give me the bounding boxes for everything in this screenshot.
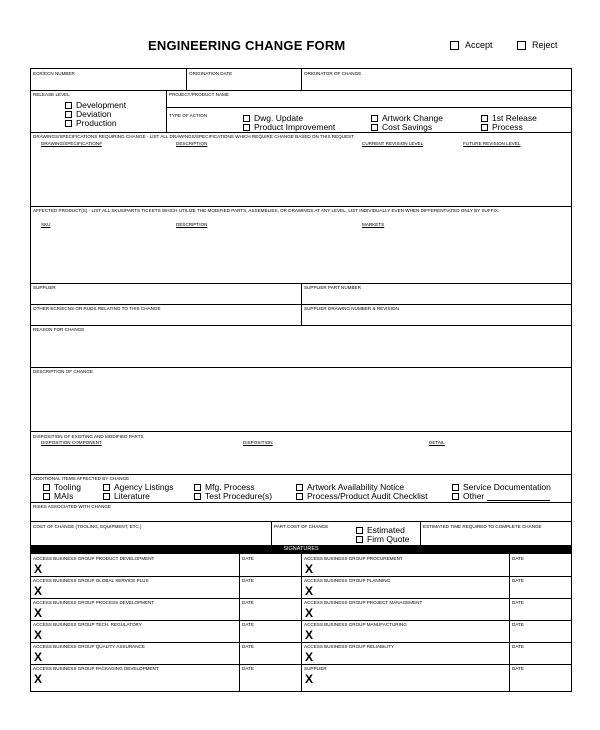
action-product-improvement[interactable] — [243, 123, 335, 132]
sig-mark[interactable]: X — [34, 672, 43, 686]
disposition-col: DISPOSITION — [243, 440, 273, 445]
sig-mark[interactable]: X — [305, 650, 314, 664]
sig-date: DATE — [512, 622, 524, 627]
drawings-label: DRAWINGS/SPECIFICATIONS REQUIRING CHANGE - LIST ALL DRAWINGS/SPECIFICATIONS WHICH REQUIRE CHANGE BASED ON THIS REQUEST — [33, 134, 355, 139]
disposition-label: DISPOSITION OF EXISTING AND MODIFIED PARTS — [33, 434, 144, 439]
detail-col: DETAIL — [429, 440, 445, 445]
sig-date: DATE — [242, 556, 254, 561]
release-level-label: RELEASE LEVEL — [33, 92, 70, 97]
dwg-update-checkbox[interactable] — [243, 115, 250, 122]
change-form — [30, 68, 572, 692]
sig-manufacturing: ACCESS BUSINESS GROUP MANUFACTURING — [304, 622, 407, 627]
firm-quote-checkbox[interactable] — [356, 536, 363, 543]
ecr-number-label: ECR/ECN NUMBER — [33, 71, 75, 76]
sig-date: DATE — [512, 600, 524, 605]
release-production[interactable] — [65, 119, 117, 128]
project-name-label: PROJECT/PRODUCT NAME — [169, 92, 229, 97]
sig-mark[interactable]: X — [305, 584, 314, 598]
artwork-notice-checkbox[interactable] — [296, 484, 303, 491]
reject-option[interactable] — [517, 40, 558, 50]
literature-label: Literature — [114, 491, 150, 501]
sig-mark[interactable]: X — [305, 628, 314, 642]
product-improvement-label: Product Improvement — [254, 122, 336, 132]
sig-packaging-development: ACCESS BUSINESS GROUP PACKAGING DEVELOPMENT — [33, 666, 159, 671]
deviation-label: Deviation — [76, 109, 112, 119]
sig-date: DATE — [512, 644, 524, 649]
agency-listings-label: Agency Listings — [114, 482, 174, 492]
part-cost-label: PART COST OF CHANGE — [274, 524, 329, 529]
mfg-process-checkbox[interactable] — [194, 484, 201, 491]
affected-description-col: DESCRIPTION — [176, 222, 208, 227]
artwork-notice-label: Artwork Availability Notice — [307, 482, 405, 492]
estimated-time-label: ESTIMATED TIME REQUIRED TO COMPLETE CHANGE — [423, 524, 542, 529]
service-documentation-checkbox[interactable] — [452, 484, 459, 491]
deviation-checkbox[interactable] — [65, 111, 72, 118]
test-procedures-label: Test Procedure(s) — [205, 491, 273, 501]
disposition-component-col: DISPOSITION COMPONENT — [41, 440, 102, 445]
sig-supplier: SUPPLIER — [304, 666, 327, 671]
sig-date: DATE — [242, 644, 254, 649]
sig-date: DATE — [242, 600, 254, 605]
cost-savings-checkbox[interactable] — [371, 124, 378, 131]
markets-col: MARKETS — [362, 222, 385, 227]
supplier-label: SUPPLIER — [33, 285, 56, 290]
reject-checkbox[interactable] — [517, 41, 526, 50]
sig-mark[interactable]: X — [34, 562, 43, 576]
sig-product-development: ACCESS BUSINESS GROUP PRODUCT DEVELOPMENT — [33, 556, 155, 561]
production-checkbox[interactable] — [65, 120, 72, 127]
form-title: ENGINEERING CHANGE FORM — [148, 38, 346, 53]
sig-global-service-plus: ACCESS BUSINESS GROUP GLOBAL SERVICE PLUS — [33, 578, 149, 583]
action-cost-savings[interactable] — [371, 123, 432, 132]
cost-firm-quote[interactable] — [356, 535, 410, 544]
artwork-change-label: Artwork Change — [382, 113, 443, 123]
audit-checklist-label: Process/Product Audit Checklist — [307, 491, 428, 501]
sig-date: DATE — [242, 578, 254, 583]
estimated-label: Estimated — [367, 525, 405, 535]
originator-label: ORIGINATOR OF CHANGE — [304, 71, 362, 76]
dwg-update-label: Dwg. Update — [254, 113, 304, 123]
tooling-checkbox[interactable] — [43, 484, 50, 491]
firm-quote-label: Firm Quote — [367, 534, 410, 544]
item-test-procedures[interactable] — [194, 492, 272, 501]
reason-label: REASON FOR CHANGE — [33, 327, 85, 332]
sig-planning: ACCESS BUSINESS GROUP PLANNING — [304, 578, 391, 583]
accept-checkbox[interactable] — [450, 41, 459, 50]
supplier-part-number-label: SUPPLIER PART NUMBER — [304, 285, 361, 290]
mais-checkbox[interactable] — [43, 493, 50, 500]
literature-checkbox[interactable] — [103, 493, 110, 500]
additional-items-label: ADDITIONAL ITEMS AFFECTED BY CHANGE — [33, 476, 130, 481]
cost-savings-label: Cost Savings — [382, 122, 433, 132]
reject-label: Reject — [532, 40, 558, 50]
drawing-description-col: DESCRIPTION — [176, 141, 208, 146]
sig-mark[interactable]: X — [34, 584, 43, 598]
mais-label: MAIs — [54, 491, 74, 501]
sig-tech-regulatory: ACCESS BUSINESS GROUP TECH. REGULATORY — [33, 622, 142, 627]
item-mais[interactable] — [43, 492, 73, 501]
sig-date: DATE — [512, 666, 524, 671]
sig-date: DATE — [512, 556, 524, 561]
sig-mark[interactable]: X — [305, 562, 314, 576]
item-other[interactable] — [452, 492, 484, 501]
sig-process-development: ACCESS BUSINESS GROUP PROCESS DEVELOPMENT — [33, 600, 155, 605]
tooling-label: Tooling — [54, 482, 81, 492]
sig-date: DATE — [242, 622, 254, 627]
type-of-action-label: TYPE OF ACTION — [169, 113, 208, 118]
sig-mark[interactable]: X — [34, 606, 43, 620]
sig-mark[interactable]: X — [34, 650, 43, 664]
cost-of-change-label: COST OF CHANGE (TOOLING, EQUIPMENT, ETC.) — [33, 524, 142, 529]
risks-label: RISKS ASSOCIATED WITH CHANGE — [33, 504, 112, 509]
sig-mark[interactable]: X — [305, 672, 314, 686]
development-checkbox[interactable] — [65, 102, 72, 109]
agency-listings-checkbox[interactable] — [103, 484, 110, 491]
development-label: Development — [76, 100, 127, 110]
accept-option[interactable] — [450, 40, 493, 50]
process-label: Process — [492, 122, 523, 132]
sig-mark[interactable]: X — [305, 606, 314, 620]
artwork-change-checkbox[interactable] — [371, 115, 378, 122]
production-label: Production — [76, 118, 117, 128]
mfg-process-label: Mfg. Process — [205, 482, 255, 492]
action-process[interactable] — [481, 123, 523, 132]
process-checkbox[interactable] — [481, 124, 488, 131]
accept-label: Accept — [465, 40, 493, 50]
sku-col: SKU — [41, 222, 51, 227]
other-ecr-label: OTHER ECR/ECNS OR RUDS RELATING TO THIS CHANGE — [33, 306, 161, 311]
drawing-spec-col: DRAWING/SPECIFICATION# — [41, 141, 102, 146]
first-release-checkbox[interactable] — [481, 115, 488, 122]
sig-mark[interactable]: X — [34, 628, 43, 642]
other-checkbox[interactable] — [452, 493, 459, 500]
test-procedures-checkbox[interactable] — [194, 493, 201, 500]
service-documentation-label: Service Documentation — [463, 482, 551, 492]
supplier-drawing-label: SUPPLIER DRAWING NUMBER & REVISION — [304, 306, 399, 311]
other-specify-line[interactable] — [487, 500, 550, 501]
sig-date: DATE — [242, 666, 254, 671]
affected-products-label: AFFECTED PRODUCT(S) - LIST ALL SKUS/PARTS TICKETS WHICH UTILIZE THE MODIFIED PARTS, ASSEMBLIES, OR DRAWINGS AT ANY LEVEL. LIST INDIVIDUALLY EVEN WHEN DIFFERENTIATED ONLY BY SUFFIX. — [33, 208, 500, 213]
other-label: Other — [463, 491, 485, 501]
sig-reliability: ACCESS BUSINESS GROUP RELIABILITY — [304, 644, 395, 649]
product-improvement-checkbox[interactable] — [243, 124, 250, 131]
sig-procurement: ACCESS BUSINESS GROUP PROCUREMENT — [304, 556, 403, 561]
estimated-checkbox[interactable] — [356, 527, 363, 534]
audit-checklist-checkbox[interactable] — [296, 493, 303, 500]
first-release-label: 1st Release — [492, 113, 537, 123]
current-revision-col: CURRENT REVISION LEVEL — [362, 141, 424, 146]
future-revision-col: FUTURE REVISION LEVEL — [463, 141, 521, 146]
sig-project-management: ACCESS BUSINESS GROUP PROJECT MANAGEMENT — [304, 600, 423, 605]
description-of-change-label: DESCRIPTION OF CHANGE — [33, 369, 93, 374]
sig-quality-assurance: ACCESS BUSINESS GROUP QUALITY ASSURANCE — [33, 644, 145, 649]
signatures-header: SIGNATURES — [31, 545, 571, 554]
item-audit-checklist[interactable] — [296, 492, 427, 501]
sig-date: DATE — [512, 578, 524, 583]
item-literature[interactable] — [103, 492, 150, 501]
origination-date-label: ORIGINATION DATE — [189, 71, 233, 76]
